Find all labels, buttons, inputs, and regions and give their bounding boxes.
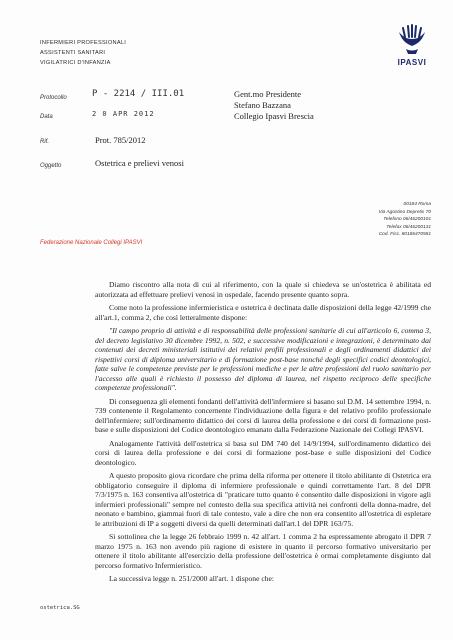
paragraph-5: Analogamente l'attività dell'ostetrica si basa sul DM 740 del 14/9/1994, sull'ordinamento didattico dei corsi di laurea della professione e dei corsi di formazione post-base e sulle disposizioni del Codice deontologico. <box>95 438 431 467</box>
header-line-2: ASSISTENTI SANITARI <box>40 50 106 56</box>
logo-text: IPASVI <box>397 58 427 67</box>
protocollo-label: Protocollo <box>40 95 67 101</box>
flame-hands-icon <box>395 24 429 56</box>
rif-label: Rif. <box>40 139 49 145</box>
oggetto-value: Ostetrica e prelievi venosi <box>95 158 184 168</box>
recipient-line-2: Stefano Bazzana <box>234 100 291 110</box>
protocollo-value: P - 2214 / III.01 <box>92 89 185 99</box>
letter-body <box>95 280 431 588</box>
paragraph-8: La successiva legge n. 251/2000 all'art. 1 dispone che: <box>109 574 275 583</box>
paragraph-7: Si sottolinea che la legge 26 febbraio 1999 n. 42 all'art. 1 comma 2 ha espressamente abrogato il DPR 7 marzo 1975 n. 163 non avendo più ragione di esistere in quanto il percorso formativo universitario per ottenere il titolo abilitante all'esercizio della professione dell'ostetrica è ormai completamente disgiunto dal percorso formativo Infermieristico. <box>95 532 431 570</box>
paragraph-3-quote: "Il campo proprio di attività e di responsabilità delle professioni sanitarie di cui all'articolo 6, comma 3, del decreto legislativo 30 dicembre 1992, n. 502, e successive modificazioni e integrazioni, è determinato dai contenuti dei decreti ministeriali istitutivi dei relativi profili professionali e degli ordinamenti didattici dei rispettivi corsi di diploma universitario e di formazione post-base nonché degli specifici codici deontologici, fatte salve le competenze previste per le professioni mediche e per le altre professioni del ruolo sanitario per l'accesso alle quali è richiesto il possesso del diploma di laurea, nel rispetto reciproco delle specifiche competenze professionali". <box>95 326 431 392</box>
office-line-1: 00184 Roma <box>403 202 431 207</box>
oggetto-label: Oggetto <box>40 163 62 169</box>
paragraph-6: A questo proposito giova ricordare che prima della riforma per ottenere il titolo abilitante di Ostetrica era obbligatorio conseguire il diploma di infermiere professionale e quindi correttamente l'art. 8 del DPR 7/3/1975 n. 163 consentiva all'ostetrica di "praticare tutto quanto è consentito dalle disposizioni in vigore agli infermieri professionali" sempre nel contesto della sua specifica attività nei confronti della donna-madre, del neonato e bambino, giammai fuori di tale contesto, vale a dire che non era consentito all'ostetrica di espletare le attribuzioni di IP a soggetti diversi da quelli determinati dall'art.1 del DPR 163/75. <box>95 471 431 528</box>
paragraph-2: Come noto la professione infermieristica e ostetrica è declinata dalle disposizioni della legge 42/1999 che all'art.1, comma 2, che così letteralmente dispone: <box>95 303 431 322</box>
office-line-5: Cod. Fisc. 80186470581 <box>378 232 431 238</box>
date-stamp: 2 0 APR 2012 <box>92 110 155 118</box>
office-line-2: Via Agostino Depretis 70 <box>378 209 431 215</box>
header-line-3: VIGILATRICI D'INFANZIA <box>40 60 111 66</box>
recipient-line-1: Gent.mo Presidente <box>234 89 302 99</box>
office-line-4: Telefax 06/46200131 <box>386 224 431 230</box>
recipient-line-3: Collegio Ipasvi Brescia <box>234 111 314 121</box>
data-label: Data <box>40 114 53 120</box>
office-address <box>378 201 431 239</box>
ipasvi-logo <box>392 24 432 74</box>
federation-name: Federazione Nazionale Collegi IPASVI <box>40 240 143 246</box>
paragraph-4: Di conseguenza gli elementi fondanti dell'attività dell'infermiere si basano sul D.M. 14 settembre 1994, n. 739 contenente il Regolamento concernente l'individuazione della figura e del relativo profilo professionale dell'infermiere; sull'ordinamento didattico dei corsi di laurea della professione e dei corsi di formazione post-base e sulle disposizioni del Codice deontologico emanato dalla Federazione Nazionale dei Collegi IPASVI. <box>95 396 431 434</box>
file-reference: ostetrica.SG <box>40 605 80 611</box>
paragraph-1: Diamo riscontro alla nota di cui al riferimento, con la quale si chiedeva se un'ostetrica è abilitata ed autorizzata ad effettuare prelievi venosi in ospedale, facendo presente quanto sopra. <box>95 280 431 299</box>
header-line-1: INFERMIERI PROFESSIONALI <box>40 40 127 46</box>
rif-value: Prot. 785/2012 <box>95 135 146 145</box>
office-line-3: Telefono 06/46200101 <box>383 217 431 223</box>
